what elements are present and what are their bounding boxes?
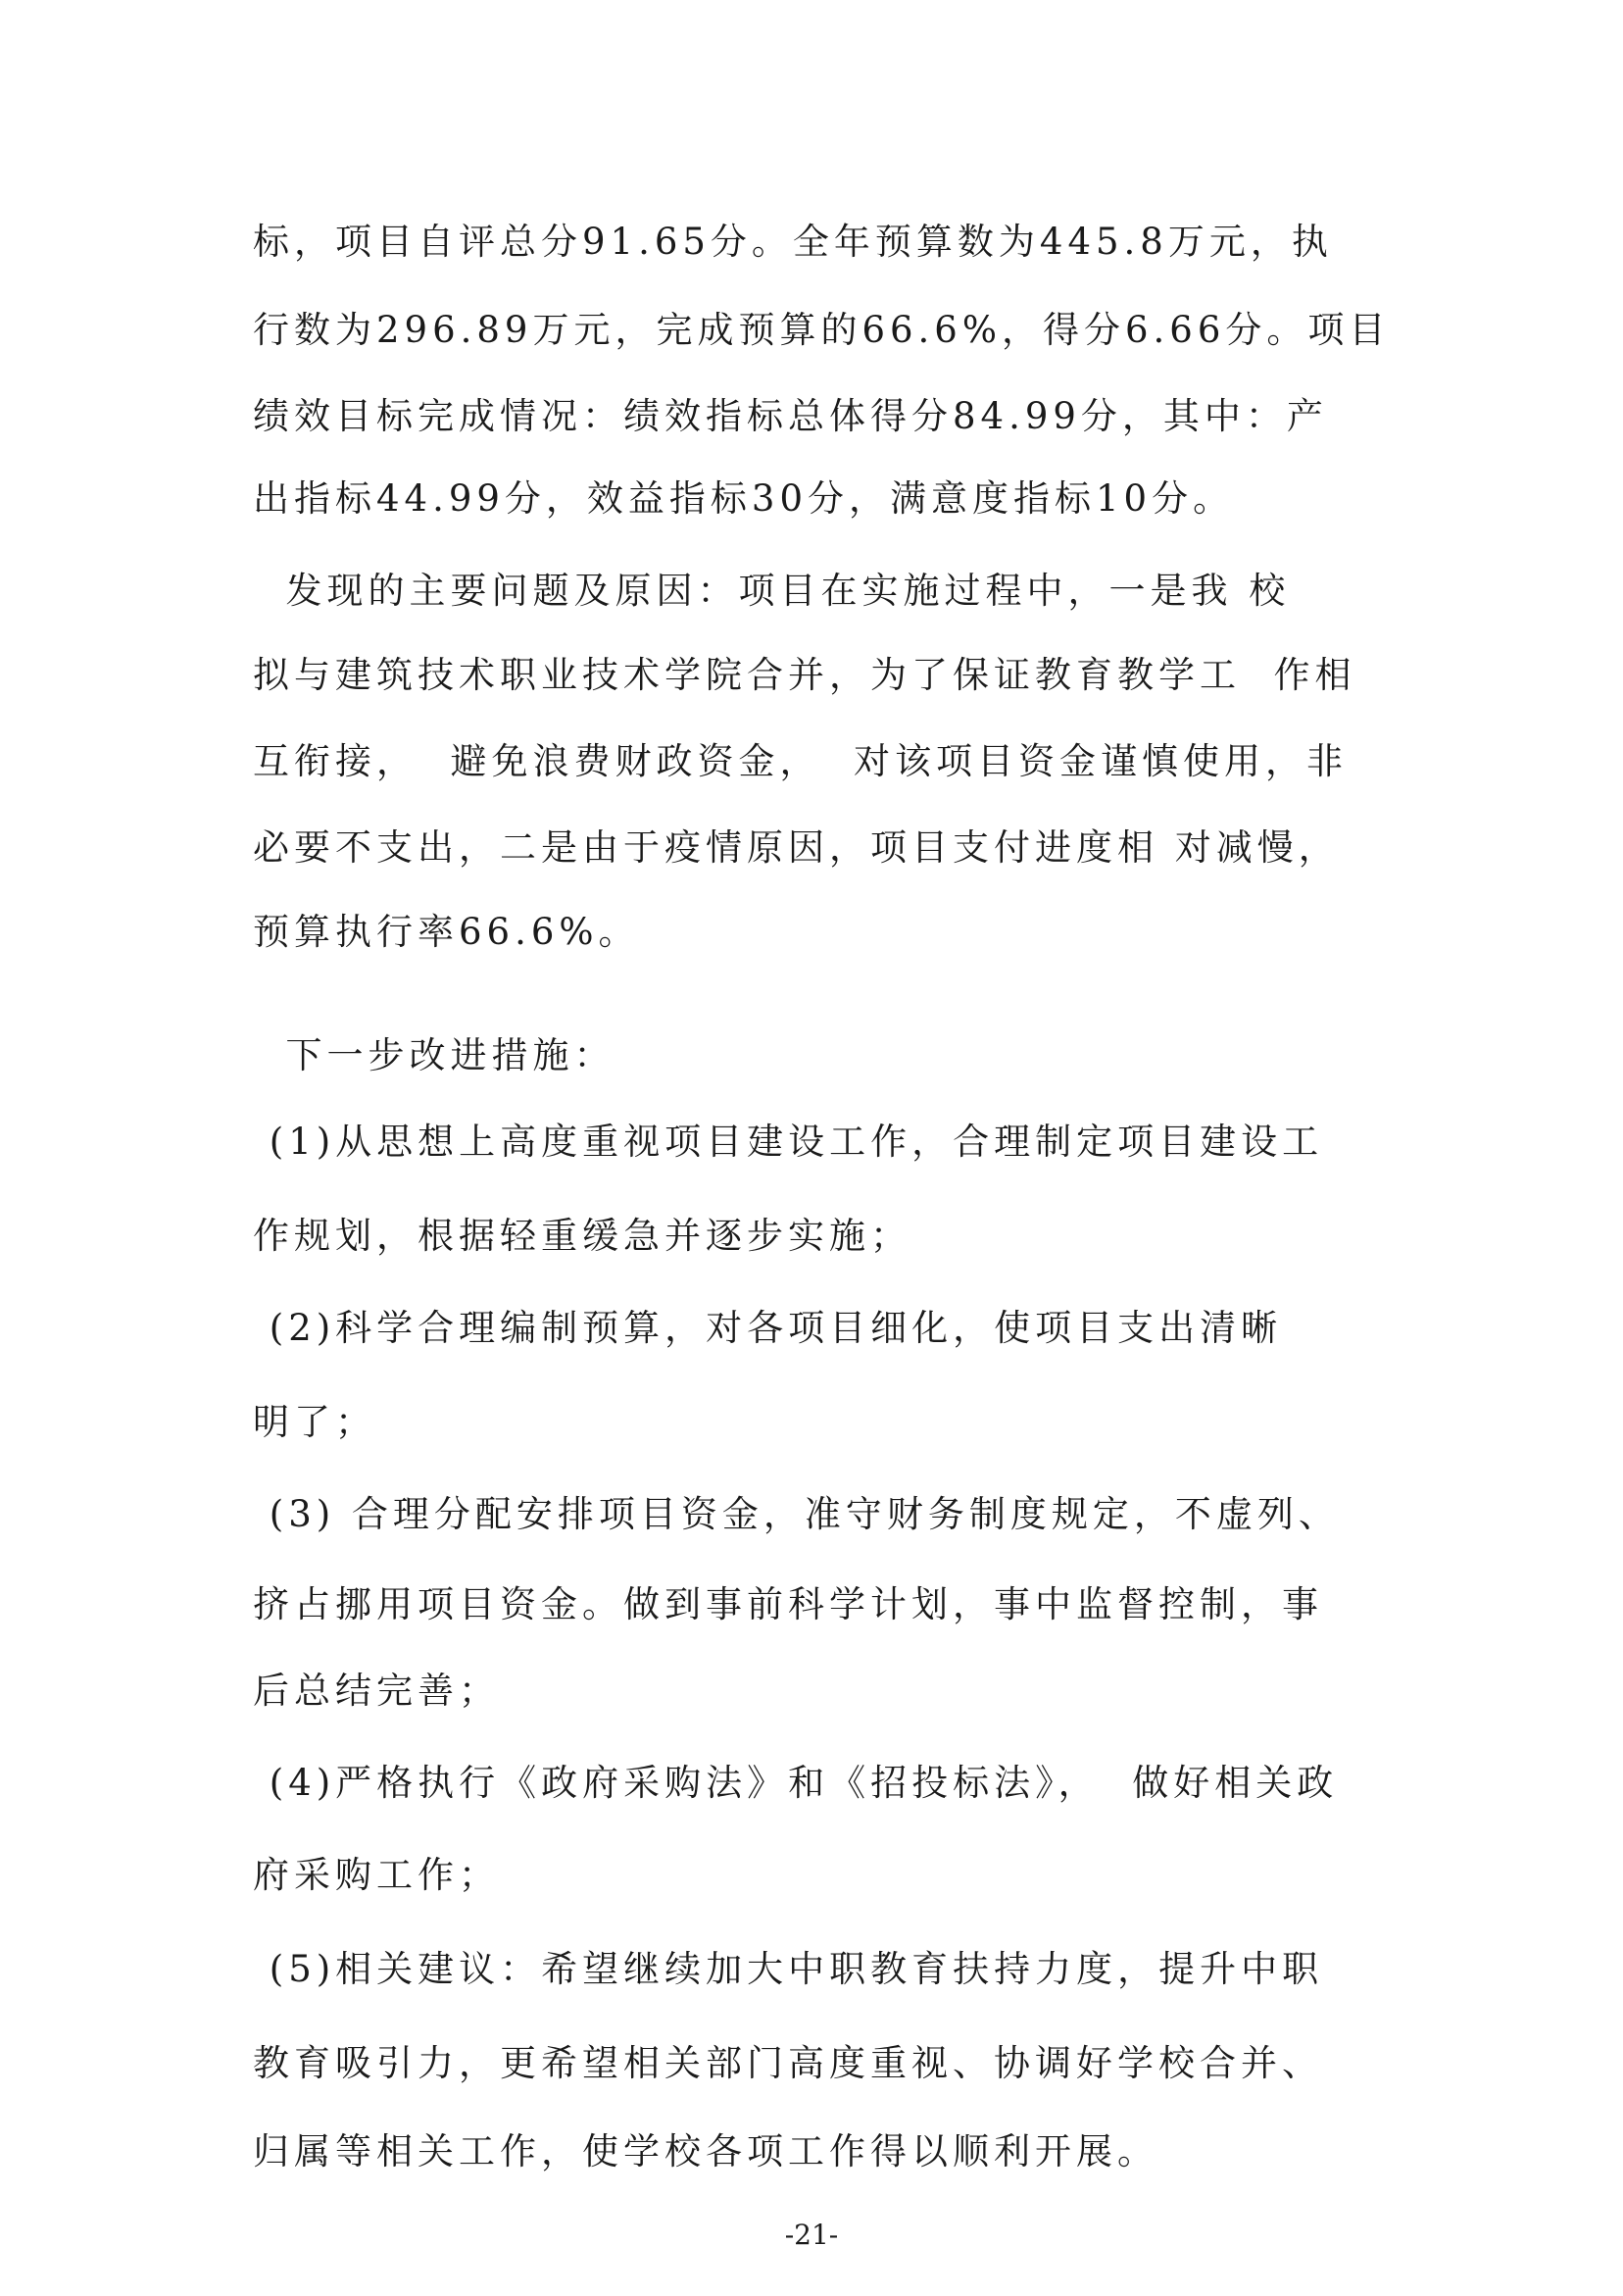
text-line: 挤占挪用项目资金。做到事前科学计划，事中监督控制，事 (253, 1583, 1323, 1625)
text-line: 发现的主要问题及原因：项目在实施过程中，一是我 校 (253, 570, 1291, 612)
text-line: 明了； (253, 1401, 376, 1443)
text-line: (5)相关建议：希望继续加大中职教育扶持力度，提升中职 (253, 1948, 1324, 1990)
text-line: 归属等相关工作，使学校各项工作得以顺利开展。 (253, 2130, 1158, 2172)
text-line: 必要不支出，二是由于疫情原因，项目支付进度相 对减慢， (253, 826, 1340, 869)
text-line: 府采购工作； (253, 1854, 500, 1896)
text-line: (1)从思想上高度重视项目建设工作，合理制定项目建设工 (253, 1121, 1324, 1163)
text-line: 拟与建筑技术职业技术学院合并，为了保证教育教学工 作相 (253, 654, 1356, 696)
text-line: (2)科学合理编制预算，对各项目细化，使项目支出清晰 (253, 1307, 1283, 1349)
text-line: (4)严格执行《政府采购法》和《招投标法》， 做好相关政 (253, 1762, 1339, 1804)
text-line: 作规划，根据轻重缓急并逐步实施； (253, 1215, 911, 1257)
text-line: (3) 合理分配安排项目资金，准守财务制度规定，不虚列、 (253, 1493, 1340, 1535)
text-line: 下一步改进措施： (253, 1034, 615, 1076)
text-line: 互衔接， 避免浪费财政资金， 对该项目资金谨慎使用，非 (253, 740, 1349, 782)
text-line: 预算执行率66.6%。 (253, 911, 640, 953)
page-number: -21- (784, 2219, 839, 2251)
text-line: 标，项目自评总分91.65分。全年预算数为445.8万元，执 (253, 221, 1333, 263)
text-line: 绩效目标完成情况：绩效指标总体得分84.99分，其中：产 (253, 395, 1328, 437)
text-line: 教育吸引力，更希望相关部门高度重视、协调好学校合并、 (253, 2042, 1323, 2084)
text-line: 行数为296.89万元，完成预算的66.6%，得分6.66分。项目 (253, 309, 1391, 351)
text-line: 出指标44.99分，效益指标30分，满意度指标10分。 (253, 477, 1235, 520)
text-line: 后总结完善； (253, 1670, 500, 1712)
